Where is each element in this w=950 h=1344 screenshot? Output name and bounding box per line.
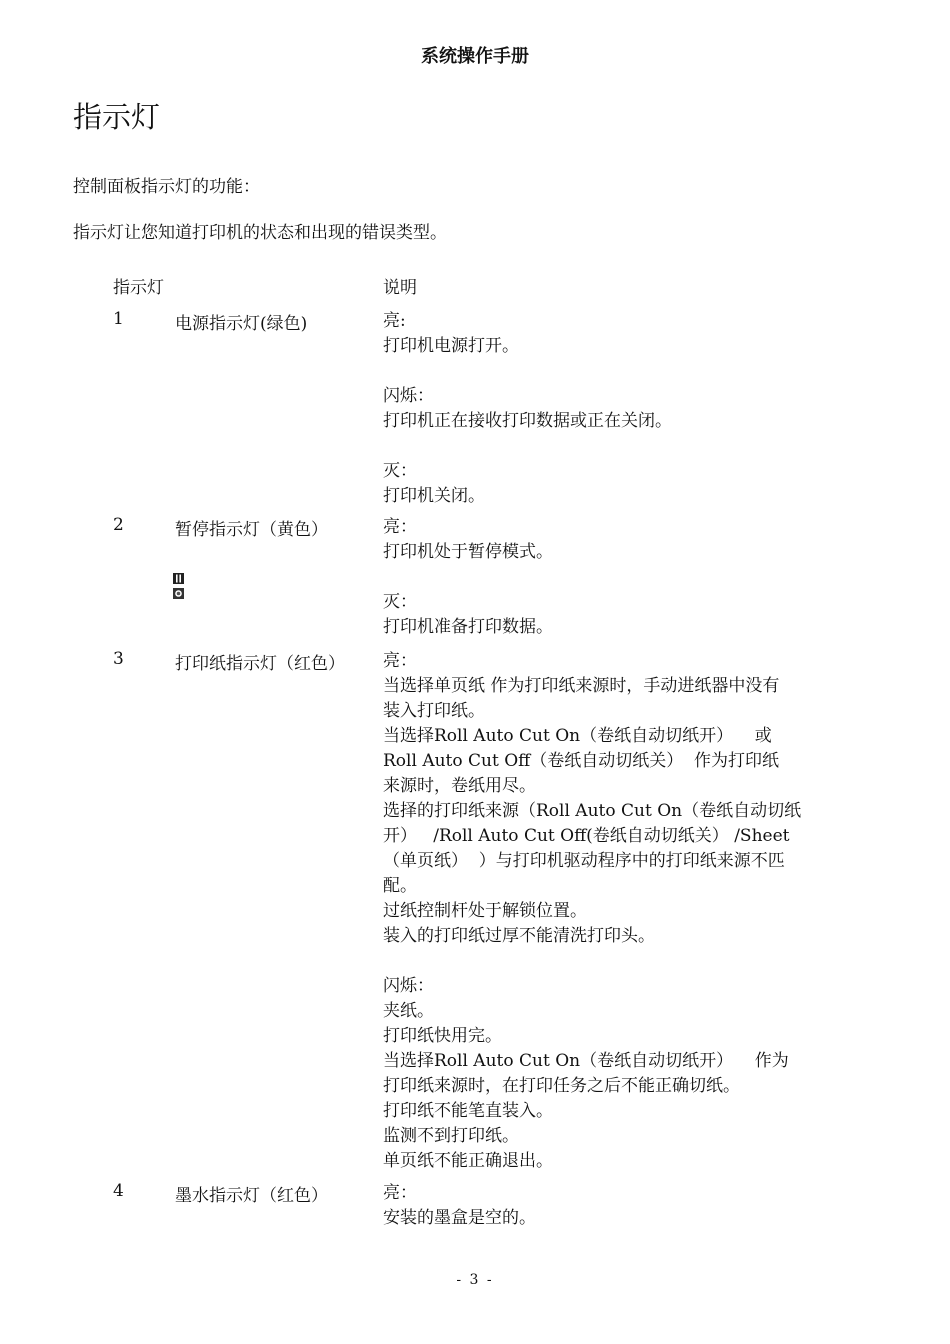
indicator-name: 电源指示灯(绿色) bbox=[175, 314, 308, 334]
description-line: 当选择Roll Auto Cut On（卷纸自动切纸开） 作为 bbox=[383, 1051, 789, 1071]
description-line: 选择的打印纸来源（Roll Auto Cut On（卷纸自动切纸 bbox=[383, 801, 802, 821]
description-line: 打印机准备打印数据。 bbox=[383, 617, 553, 637]
description-line: 灭： bbox=[383, 592, 417, 612]
description-line: 装入的打印纸过厚不能清洗打印头。 bbox=[383, 926, 655, 946]
indicator-name: 暂停指示灯（黄色） bbox=[175, 520, 328, 540]
pause-icon bbox=[173, 573, 184, 584]
row-number: 4 bbox=[113, 1181, 124, 1201]
description-line: Roll Auto Cut Off（卷纸自动切纸关） 作为打印纸 bbox=[383, 751, 780, 771]
intro-paragraph: 控制面板指示灯的功能： bbox=[73, 177, 260, 197]
description-line: 安装的墨盒是空的。 bbox=[383, 1208, 536, 1228]
row-number: 1 bbox=[113, 309, 124, 329]
indicator-description bbox=[383, 309, 835, 509]
page-number: - 3 - bbox=[456, 1272, 494, 1288]
indicator-description bbox=[383, 515, 835, 640]
description-line: （单页纸） ）与打印机驱动程序中的打印纸来源不匹 bbox=[383, 851, 785, 871]
description-line: 打印机关闭。 bbox=[383, 486, 485, 506]
description-line: 开） /Roll Auto Cut Off(卷纸自动切纸关） /Sheet bbox=[383, 826, 790, 846]
blank-line bbox=[383, 434, 835, 459]
blank-line bbox=[383, 359, 835, 384]
description-line: 配。 bbox=[383, 876, 417, 896]
description-line: 打印机电源打开。 bbox=[383, 336, 519, 356]
table-header-description: 说明 bbox=[383, 278, 417, 298]
description-line: 亮： bbox=[383, 1183, 417, 1203]
description-line: 装入打印纸。 bbox=[383, 701, 485, 721]
table-header-indicator: 指示灯 bbox=[113, 278, 164, 298]
description-line: 打印机处于暂停模式。 bbox=[383, 542, 553, 562]
description-line: 过纸控制杆处于解锁位置。 bbox=[383, 901, 587, 921]
description-line: 来源时，卷纸用尽。 bbox=[383, 776, 536, 796]
description-line: 打印机正在接收打印数据或正在关闭。 bbox=[383, 411, 672, 431]
description-line: 当选择Roll Auto Cut On（卷纸自动切纸开） 或 bbox=[383, 726, 772, 746]
description-line: 当选择单页纸 作为打印纸来源时，手动进纸器中没有 bbox=[383, 676, 780, 696]
description-line: 闪烁： bbox=[383, 386, 434, 406]
description-line: 打印纸快用完。 bbox=[383, 1026, 502, 1046]
description-line: 亮： bbox=[383, 517, 417, 537]
description-line: 打印纸不能笔直装入。 bbox=[383, 1101, 553, 1121]
indicator-name: 墨水指示灯（红色） bbox=[175, 1186, 328, 1206]
blank-line bbox=[383, 565, 835, 590]
description-line: 闪烁： bbox=[383, 976, 434, 996]
section-title: 指示灯 bbox=[73, 100, 161, 134]
indicator-description bbox=[383, 649, 835, 1174]
cancel-button-icon bbox=[173, 588, 184, 599]
page-header-title: 系统操作手册 bbox=[421, 46, 529, 67]
blank-line bbox=[383, 949, 835, 974]
pause-icon-group bbox=[173, 573, 187, 603]
description-line: 亮： bbox=[383, 651, 417, 671]
intro-paragraph-2: 指示灯让您知道打印机的状态和出现的错误类型。 bbox=[73, 223, 447, 243]
indicator-name: 打印纸指示灯（红色） bbox=[175, 654, 345, 674]
description-line: 打印纸来源时，在打印任务之后不能正确切纸。 bbox=[383, 1076, 740, 1096]
description-line: 夹纸。 bbox=[383, 1001, 434, 1021]
description-line: 灭： bbox=[383, 461, 417, 481]
description-line: 亮: bbox=[383, 311, 406, 331]
description-line: 单页纸不能正确退出。 bbox=[383, 1151, 553, 1171]
row-number: 3 bbox=[113, 649, 124, 669]
description-line: 监测不到打印纸。 bbox=[383, 1126, 519, 1146]
row-number: 2 bbox=[113, 515, 124, 535]
indicator-description bbox=[383, 1181, 835, 1231]
